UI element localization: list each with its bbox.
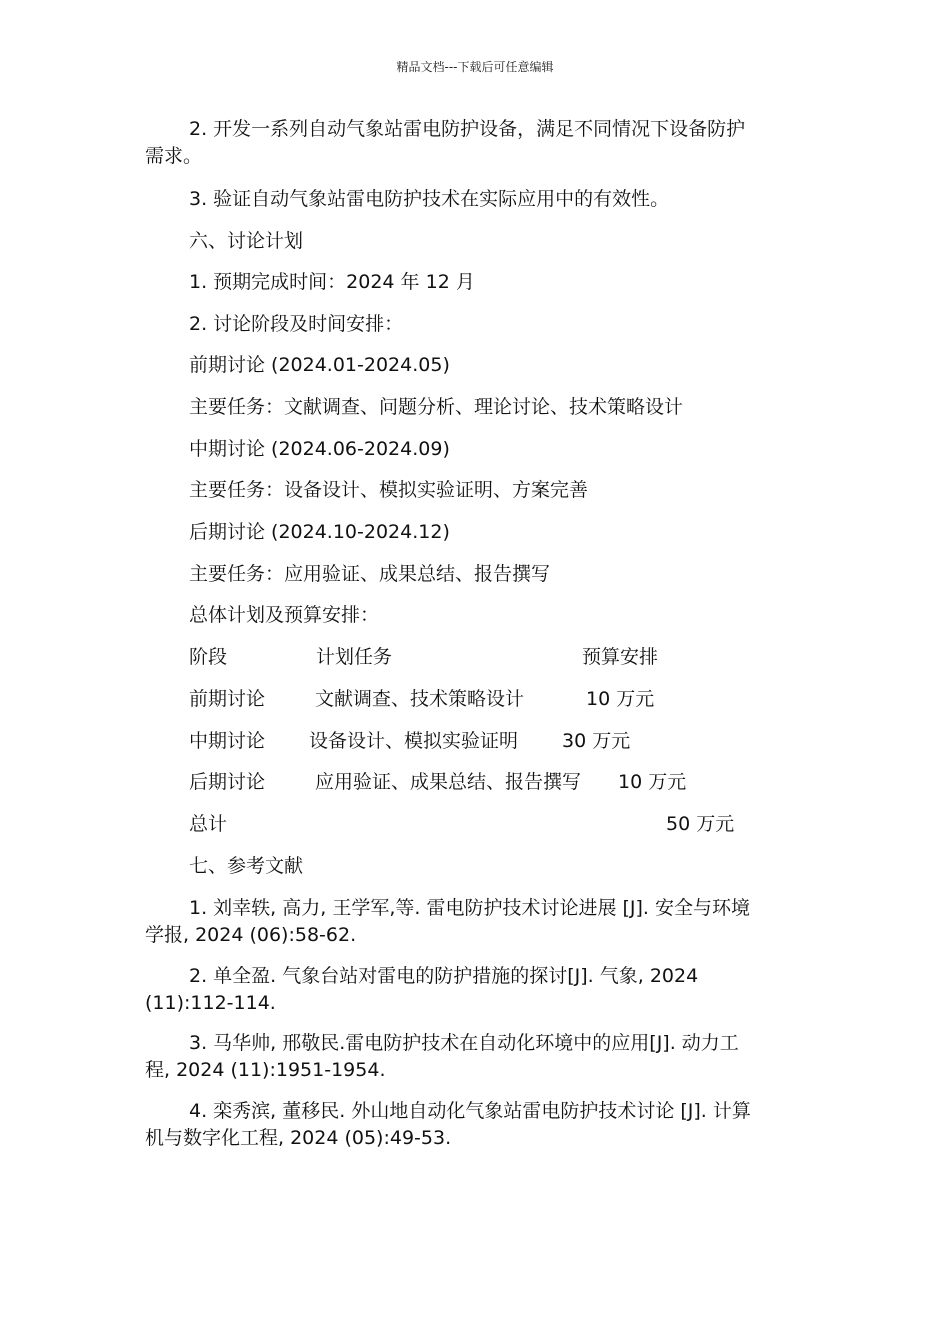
table-header-stage: 阶段: [189, 646, 228, 668]
stage-early-tasks: 主要任务：文献调查、问题分析、理论讨论、技术策略设计: [189, 396, 684, 418]
table-cell: 应用验证、成果总结、报告撰写: [315, 771, 582, 793]
reference-line: (11):112-114.: [145, 992, 276, 1014]
completion-time: 1. 预期完成时间：2024 年 12 月: [189, 271, 475, 293]
reference-line: 学报, 2024 (06):58-62.: [145, 924, 357, 946]
table-cell: 设备设计、模拟实验证明: [309, 730, 519, 752]
reference-line: 4. 栾秀滨, 董移民. 外山地自动化气象站雷电防护技术讨论 [J]. 计算: [189, 1100, 751, 1122]
table-cell: 前期讨论: [189, 688, 266, 710]
stage-mid-tasks: 主要任务：设备设计、模拟实验证明、方案完善: [189, 479, 589, 501]
budget-title: 总体计划及预算安排：: [189, 604, 380, 626]
page-header: 精品文档---下载后可任意编辑: [396, 60, 554, 74]
table-cell: 中期讨论: [189, 730, 266, 752]
table-cell: 10 万元: [586, 688, 655, 710]
table-total-label: 总计: [189, 813, 228, 835]
table-header-tasks: 计划任务: [316, 646, 393, 668]
stage-late-tasks: 主要任务：应用验证、成果总结、报告撰写: [189, 563, 551, 585]
reference-item: [145, 1098, 805, 1152]
reference-line: 机与数字化工程, 2024 (05):49-53.: [145, 1127, 452, 1149]
stage-late-name: 后期讨论 (2024.10-2024.12): [189, 521, 450, 543]
stage-mid-name: 中期讨论 (2024.06-2024.09): [189, 438, 450, 460]
table-header-budget: 预算安排: [582, 646, 659, 668]
reference-item: [145, 963, 805, 1017]
reference-line: 1. 刘幸轶, 高力, 王学军,等. 雷电防护技术讨论进展 [J]. 安全与环境: [189, 897, 750, 919]
table-cell: 10 万元: [618, 771, 687, 793]
goal-3: 3. 验证自动气象站雷电防护技术在实际应用中的有效性。: [189, 188, 670, 210]
goal-2-line2: 需求。: [145, 145, 203, 167]
reference-item: [145, 1030, 805, 1084]
goal-2: [145, 116, 805, 170]
stage-early-name: 前期讨论 (2024.01-2024.05): [189, 354, 450, 376]
reference-line: 程, 2024 (11):1951-1954.: [145, 1059, 386, 1081]
table-cell: 文献调查、技术策略设计: [315, 688, 525, 710]
stages-title: 2. 讨论阶段及时间安排：: [189, 313, 404, 335]
table-total-value: 50 万元: [666, 813, 735, 835]
section-heading-references: 七、参考文献: [189, 855, 304, 877]
table-cell: 30 万元: [562, 730, 631, 752]
goal-2-line1: 2. 开发一系列自动气象站雷电防护设备，满足不同情况下设备防护: [189, 118, 746, 140]
reference-line: 2. 单全盈. 气象台站对雷电的防护措施的探讨[J]. 气象, 2024: [189, 965, 699, 987]
reference-line: 3. 马华帅, 邢敬民.雷电防护技术在自动化环境中的应用[J]. 动力工: [189, 1032, 739, 1054]
section-heading-plan: 六、讨论计划: [189, 230, 304, 252]
reference-item: [145, 895, 805, 949]
table-cell: 后期讨论: [189, 771, 266, 793]
